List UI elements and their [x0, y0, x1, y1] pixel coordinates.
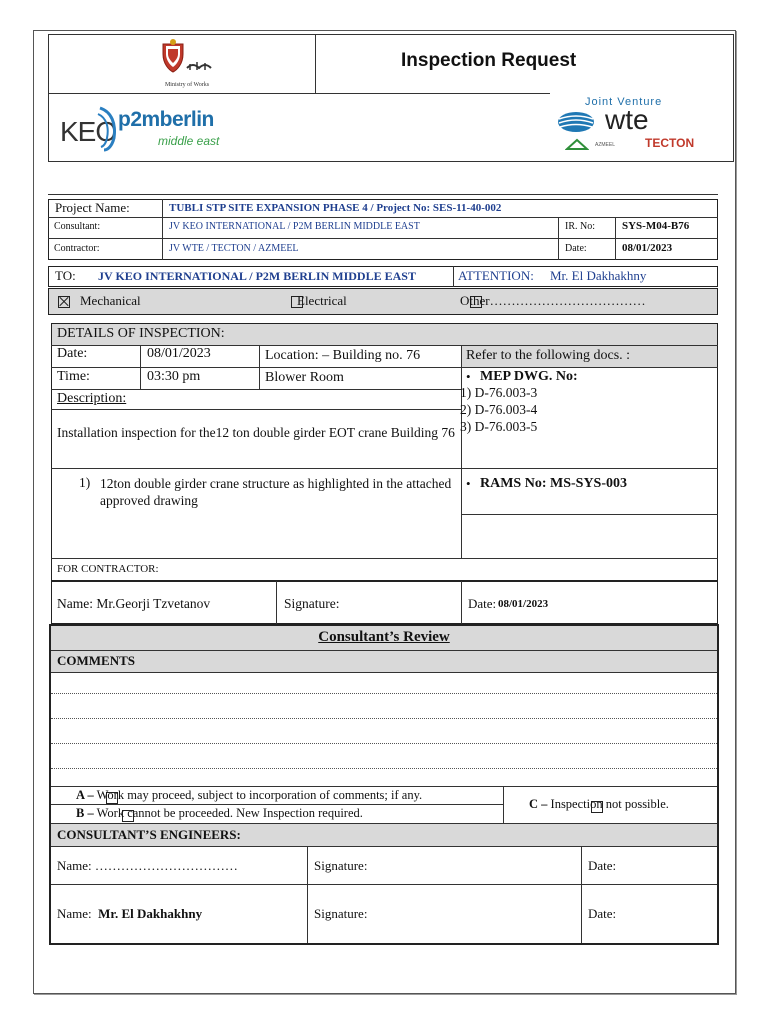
comment-line[interactable] — [51, 743, 717, 744]
inspection-time-label: Time: — [57, 369, 90, 384]
engineer-2-signature: Signature: — [314, 906, 368, 921]
consultant-label: Consultant: — [54, 221, 101, 232]
contractor-name: Name: Mr.Georji Tzvetanov — [57, 596, 211, 611]
item-text: 12ton double girder crane structure as highlighted in the attached approved drawing — [100, 476, 452, 508]
drawing-3: 3) D-76.003-5 — [460, 419, 538, 434]
drawing-1: 1) D-76.003-3 — [460, 385, 538, 400]
mechanical-checkbox[interactable] — [58, 296, 70, 308]
wte-joint-venture-logo: Joint Venture wte AZMEEL TECTON — [551, 94, 711, 154]
to-value: JV KEO INTERNATIONAL / P2M BERLIN MIDDLE EAST — [98, 269, 416, 283]
engineer-1-name: Name: …………………………… — [57, 858, 238, 873]
to-label: TO: — [55, 268, 76, 283]
engineer-2-date: Date: — [588, 906, 617, 921]
inspection-date-value: 08/01/2023 — [147, 346, 211, 361]
mechanical-label: Mechanical — [80, 293, 141, 308]
comment-line[interactable] — [51, 718, 717, 719]
description-label: Description: — [57, 391, 127, 406]
comment-line[interactable] — [51, 768, 717, 769]
option-a: A – Work may proceed, subject to incorporation of comments; if any. — [76, 788, 423, 802]
contractor-date-label: Date: — [468, 596, 497, 611]
consultant-value: JV KEO INTERNATIONAL / P2M BERLIN MIDDLE EAST — [169, 221, 420, 232]
project-name-label: Project Name: — [55, 200, 130, 215]
other-label: Other……………………………… — [460, 293, 646, 308]
date-value: 08/01/2023 — [622, 242, 673, 254]
description-text: Installation inspection for the12 ton double girder EOT crane Building 76 — [57, 425, 455, 440]
contractor-value: JV WTE / TECTON / AZMEEL — [169, 243, 299, 254]
mep-dwg-label: MEP DWG. No: — [480, 369, 578, 384]
attention-label: ATTENTION: — [458, 268, 534, 283]
consultant-engineers-heading: CONSULTANT’S ENGINEERS: — [57, 827, 241, 842]
details-heading: DETAILS OF INSPECTION: — [57, 326, 225, 341]
contractor-label: Contractor: — [54, 243, 100, 254]
engineer-1-date: Date: — [588, 858, 617, 873]
inspection-date-label: Date: — [57, 346, 88, 361]
ministry-logo — [135, 38, 235, 92]
contractor-date-value: 08/01/2023 — [498, 598, 549, 610]
date-label: Date: — [565, 243, 587, 254]
ir-label: IR. No: — [565, 221, 595, 232]
engineer-1-signature: Signature: — [314, 858, 368, 873]
attention-value: Mr. El Dakhakhny — [550, 268, 647, 283]
inspection-time-value: 03:30 pm — [147, 369, 201, 384]
electrical-label: Electrical — [297, 293, 347, 308]
location-label: Location: – Building no. 76 — [265, 348, 421, 363]
ministry-caption: Ministry of Works — [164, 82, 210, 88]
consultant-review-title: Consultant’s Review — [318, 629, 450, 645]
for-contractor-heading: FOR CONTRACTOR: — [57, 563, 159, 575]
keo-p2mberlin-logo: KEO p2mberlin middle east — [60, 108, 220, 148]
ir-value: SYS-M04-B76 — [622, 220, 690, 232]
page-title: Inspection Request — [401, 50, 577, 71]
drawing-2: 2) D-76.003-4 — [460, 402, 538, 417]
option-b: B – Work cannot be proceeded. New Inspection required. — [76, 806, 363, 820]
option-c: C – Inspection not possible. — [529, 797, 669, 811]
mep-bullet: • — [466, 369, 471, 384]
refer-docs-label: Refer to the following docs. : — [466, 348, 631, 363]
location-value: Blower Room — [265, 370, 344, 385]
engineer-2-name: Name: Mr. El Dakhakhny — [57, 906, 203, 921]
rams-number: RAMS No: MS-SYS-003 — [480, 476, 627, 491]
rams-bullet: • — [466, 476, 471, 491]
item-number: 1) — [79, 475, 91, 490]
comment-line[interactable] — [51, 693, 717, 694]
contractor-signature-label: Signature: — [284, 596, 340, 611]
project-name-value: TUBLI STP SITE EXPANSION PHASE 4 / Project No: SES-11-40-002 — [169, 202, 502, 214]
comments-heading: COMMENTS — [57, 653, 135, 668]
